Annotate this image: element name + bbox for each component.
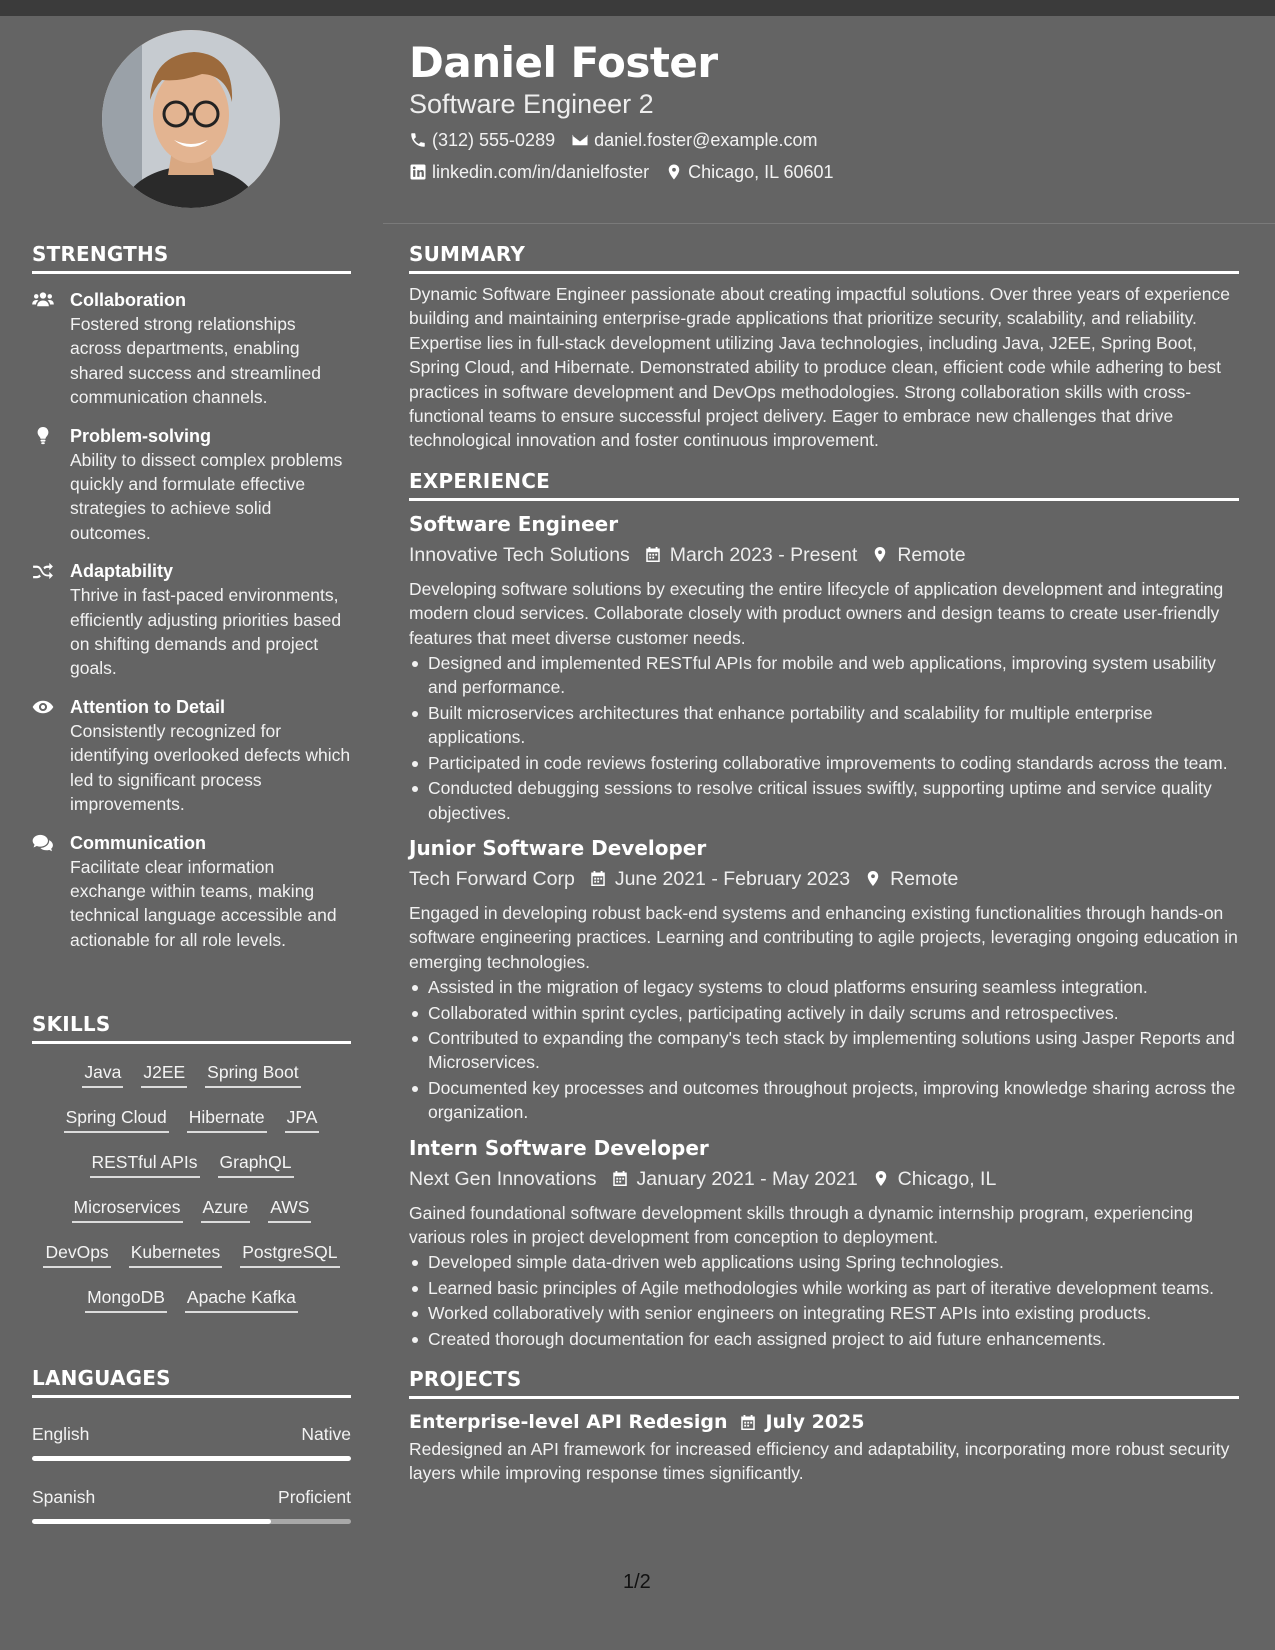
job-title: Software Engineer	[409, 511, 619, 536]
map-pin-icon	[864, 869, 882, 888]
projects-section	[409, 1367, 1239, 1486]
job-bullet: Participated in code reviews fostering collaborative improvements to coding standards across the team.	[409, 751, 1239, 775]
job-bullet: Documented key processes and outcomes throughout projects, improving knowledge sharing across the organization.	[409, 1076, 1239, 1125]
skills-title: SKILLS	[32, 1012, 351, 1044]
language-proficiency-fill	[32, 1456, 351, 1461]
strength-name: Attention to Detail	[70, 696, 225, 717]
strength-name: Adaptability	[70, 561, 174, 582]
job-company: Tech Forward Corp	[409, 867, 575, 890]
map-pin-icon	[872, 1169, 890, 1188]
main-content	[409, 242, 1239, 1486]
top-bar	[0, 0, 1275, 16]
contact-row-1	[409, 128, 1239, 152]
skill-tag: Spring Cloud	[64, 1105, 169, 1133]
profile-photo	[102, 30, 280, 208]
language-item	[32, 1485, 351, 1524]
header-divider	[383, 223, 1275, 224]
job-bullet: Designed and implemented RESTful APIs for mobile and web applications, improving system usability and performance.	[409, 651, 1239, 700]
strength-desc: Consistently recognized for identifying overlooked defects which led to significant process improvements.	[70, 720, 351, 815]
skill-tag: AWS	[268, 1195, 311, 1223]
lightbulb-icon	[32, 427, 54, 445]
strength-name: Collaboration	[70, 290, 186, 310]
projects-title: PROJECTS	[409, 1367, 1239, 1399]
summary-section	[409, 242, 1239, 453]
strength-desc: Thrive in fast-paced environments, efficiently adjusting priorities based on shifting demands and project goals.	[70, 585, 342, 679]
job-title: Intern Software Developer	[409, 1135, 709, 1160]
map-pin-icon	[665, 163, 683, 181]
language-proficiency-bar	[32, 1519, 351, 1524]
strength-item	[32, 288, 351, 410]
strength-desc: Fostered strong relationships across departments, enabling shared success and streamlined communication channels.	[70, 314, 321, 408]
job-bullet: Contributed to expanding the company's tech stack by implementing solutions using Jasper Reports and Microservices.	[409, 1026, 1239, 1075]
job-bullet: Created thorough documentation for each assigned project to aid future enhancements.	[409, 1327, 1239, 1351]
users-icon	[32, 291, 54, 309]
skill-tag: DevOps	[43, 1240, 110, 1268]
experience-title: EXPERIENCE	[409, 469, 1239, 501]
language-proficiency-fill	[32, 1519, 271, 1524]
skill-row	[32, 1195, 351, 1240]
language-proficiency-bar	[32, 1456, 351, 1461]
skill-tag: Azure	[201, 1195, 251, 1223]
job-bullet: Worked collaboratively with senior engineers on integrating REST APIs into existing products.	[409, 1301, 1239, 1325]
calendar-icon	[739, 1413, 757, 1432]
job-title: Junior Software Developer	[409, 835, 707, 860]
skill-tag: Hibernate	[187, 1105, 267, 1133]
calendar-icon	[644, 545, 662, 564]
skill-row	[32, 1150, 351, 1195]
comments-icon	[32, 834, 54, 852]
language-level: Native	[301, 1424, 351, 1444]
contact-row-2	[409, 160, 1239, 184]
skill-tag: PostgreSQL	[240, 1240, 339, 1268]
job-company: Innovative Tech Solutions	[409, 543, 630, 566]
skill-tag: GraphQL	[218, 1150, 294, 1178]
skill-tag: RESTful APIs	[90, 1150, 200, 1178]
job-meta	[409, 1165, 1239, 1193]
job-location: Remote	[890, 867, 959, 890]
job-location: Remote	[897, 543, 966, 566]
location-text: Chicago, IL 60601	[688, 162, 834, 182]
languages-title: LANGUAGES	[32, 1366, 351, 1398]
strength-item	[32, 424, 351, 546]
linkedin-text: linkedin.com/in/danielfoster	[432, 162, 650, 182]
languages-section	[32, 1366, 351, 1524]
project-header	[409, 1409, 1239, 1435]
skill-tag: Microservices	[72, 1195, 183, 1223]
candidate-name: Daniel Foster	[409, 38, 718, 87]
experience-section	[409, 469, 1239, 1351]
job-bullet: Collaborated within sprint cycles, participating actively in daily scrums and retrospectives.	[409, 1001, 1239, 1025]
job-bullets	[409, 975, 1239, 1124]
email-text: daniel.foster@example.com	[594, 130, 818, 150]
strength-name: Communication	[70, 832, 207, 853]
skill-tag: MongoDB	[85, 1285, 167, 1313]
project-description: Redesigned an API framework for increased efficiency and adaptability, incorporating more robust security layers while improving response times significantly.	[409, 1439, 1230, 1484]
job-description: Developing software solutions by executing the entire lifecycle of application development and integrating modern cloud services. Collaborate closely with product owners and design teams to create user-friendly features that meet diverse customer needs.	[409, 578, 1224, 648]
job-description: Gained foundational software development skills through a dynamic internship program, experiencing various roles in project development from conception to deployment.	[409, 1202, 1194, 1247]
project-name: Enterprise-level API Redesign	[409, 1411, 728, 1433]
job-bullets	[409, 651, 1239, 825]
phone-text: (312) 555-0289	[432, 130, 556, 150]
skill-tag: J2EE	[141, 1060, 187, 1088]
job-dates: June 2021 - February 2023	[614, 867, 851, 890]
job-bullet: Conducted debugging sessions to resolve critical issues swiftly, supporting uptime and service quality objectives.	[409, 776, 1239, 825]
shuffle-icon	[32, 562, 54, 580]
strengths-title: STRENGTHS	[32, 242, 351, 274]
job-bullet: Developed simple data-driven web applications using Spring technologies.	[409, 1250, 1239, 1274]
language-item	[32, 1422, 351, 1461]
linkedin-icon	[409, 163, 427, 181]
skill-row	[32, 1060, 351, 1105]
job-bullet: Assisted in the migration of legacy systems to cloud platforms ensuring seamless integration.	[409, 975, 1239, 999]
resume-header	[409, 36, 1239, 184]
job-meta	[409, 865, 1239, 893]
language-level: Proficient	[278, 1487, 351, 1507]
skill-tag: JPA	[285, 1105, 320, 1133]
location-contact	[665, 160, 833, 184]
strength-desc: Ability to dissect complex problems quickly and formulate effective strategies to achieve solid outcomes.	[70, 449, 343, 543]
strength-desc: Facilitate clear information exchange within teams, making technical language accessible and actionable for all role levels.	[70, 856, 337, 950]
job-dates: March 2023 - Present	[669, 543, 858, 566]
skill-row	[32, 1240, 351, 1285]
skill-row	[32, 1285, 351, 1330]
envelope-icon	[571, 131, 589, 149]
map-pin-icon	[871, 545, 889, 564]
strength-item	[32, 831, 351, 953]
strength-item	[32, 695, 351, 817]
skill-tag: Spring Boot	[205, 1060, 300, 1088]
language-name: Spanish	[32, 1487, 96, 1507]
skill-tag: Apache Kafka	[185, 1285, 298, 1313]
candidate-role: Software Engineer 2	[409, 89, 654, 119]
eye-icon	[32, 698, 54, 716]
job-entry	[409, 511, 1239, 825]
skill-row	[32, 1105, 351, 1150]
strength-item	[32, 559, 351, 681]
job-dates: January 2021 - May 2021	[636, 1167, 858, 1190]
job-entry	[409, 1135, 1239, 1351]
project-entry	[409, 1409, 1239, 1486]
phone-contact[interactable]	[409, 128, 555, 152]
job-bullet: Built microservices architectures that enhance portability and scalability for multiple enterprise applications.	[409, 701, 1239, 750]
job-bullets	[409, 1250, 1239, 1351]
job-meta	[409, 541, 1239, 569]
calendar-icon	[589, 869, 607, 888]
language-name: English	[32, 1424, 90, 1444]
job-entry	[409, 835, 1239, 1125]
linkedin-contact[interactable]	[409, 160, 649, 184]
email-contact[interactable]	[571, 128, 817, 152]
strength-name: Problem-solving	[70, 425, 212, 446]
job-description: Engaged in developing robust back-end systems and enhancing existing functionalities through hands-on software engineering practices. Learning and contributing to agile projects, leveraging ongoing education in emerging technologies.	[409, 902, 1238, 972]
job-location: Chicago, IL	[897, 1167, 997, 1190]
skills-list	[32, 1060, 351, 1330]
project-date: July 2025	[765, 1411, 865, 1433]
calendar-icon	[611, 1169, 629, 1188]
summary-title: SUMMARY	[409, 242, 1239, 274]
skill-tag: Kubernetes	[129, 1240, 223, 1268]
skill-tag: Java	[82, 1060, 123, 1088]
job-bullet: Learned basic principles of Agile methodologies while working as part of iterative development teams.	[409, 1276, 1239, 1300]
strengths-section	[32, 242, 351, 952]
job-company: Next Gen Innovations	[409, 1167, 597, 1190]
summary-text: Dynamic Software Engineer passionate about creating impactful solutions. Over three years of experience building and maintaining enterprise-grade applications that prioritize security, scalability, and reliability. Expertise lies in full-stack development utilizing Java technologies, including Java, J2EE, Spring Boot, Spring Cloud, and Hibernate. Demonstrated ability to produce clean, efficient code while adhering to best practices in software development and DevOps methodologies. Strong collaboration skills with cross-functional teams to ensure successful project delivery. Eager to embrace new challenges that drive technological innovation and foster continuous improvement.	[409, 284, 1230, 451]
page-number: 1/2	[623, 1571, 651, 1593]
skills-section	[32, 1012, 351, 1330]
phone-icon	[409, 131, 427, 149]
